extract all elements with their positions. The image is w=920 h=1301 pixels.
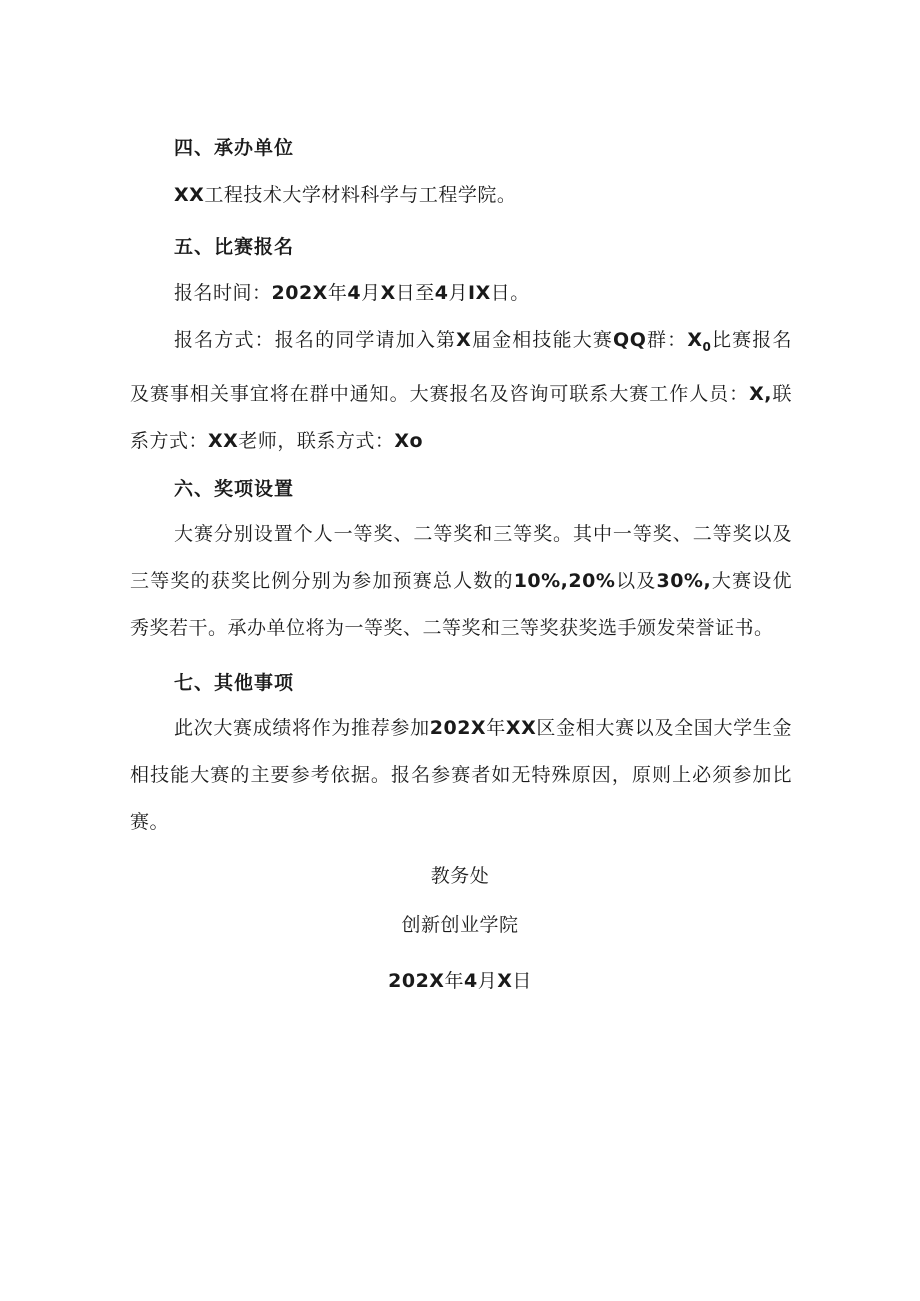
heading-section-7: 七、其他事项 bbox=[174, 672, 295, 694]
paragraph-organizer: XX工程技术大学材料科学与工程学院。 bbox=[174, 184, 517, 206]
paragraph-other-matters: 此次大赛成绩将作为推荐参加202X年XX区金相大赛以及全国大学生金相技能大赛的主要参考依据。报名参赛者如无特殊原因，原则上必须参加比赛。 bbox=[130, 717, 792, 833]
paragraph-registration-time: 报名时间：202X年4月X日至4月IX日。 bbox=[174, 282, 530, 304]
heading-section-6: 六、奖项设置 bbox=[174, 478, 295, 500]
signature-college: 创新创业学院 bbox=[401, 914, 519, 936]
paragraph-awards: 大赛分别设置个人一等奖、二等奖和三等奖。其中一等奖、二等奖以及三等奖的获奖比例分别为参加预赛总人数的10%,20%以及30%,大赛设优秀奖若干。承办单位将为一等奖、二等奖和三等奖获奖选手颁发荣誉证书。 bbox=[130, 523, 792, 639]
signature-date: 202X年4月X日 bbox=[388, 970, 532, 992]
signature-office: 教务处 bbox=[430, 865, 490, 887]
heading-section-4: 四、承办单位 bbox=[174, 137, 295, 159]
heading-section-5: 五、比赛报名 bbox=[174, 236, 295, 258]
paragraph-registration-method: 报名方式：报名的同学请加入第X届金相技能大赛QQ群：$X_0$比赛报名及赛事相关事宜将在群中通知。大赛报名及咨询可联系大赛工作人员：X,联系方式：XX老师，联系方式：Xo bbox=[130, 329, 792, 452]
